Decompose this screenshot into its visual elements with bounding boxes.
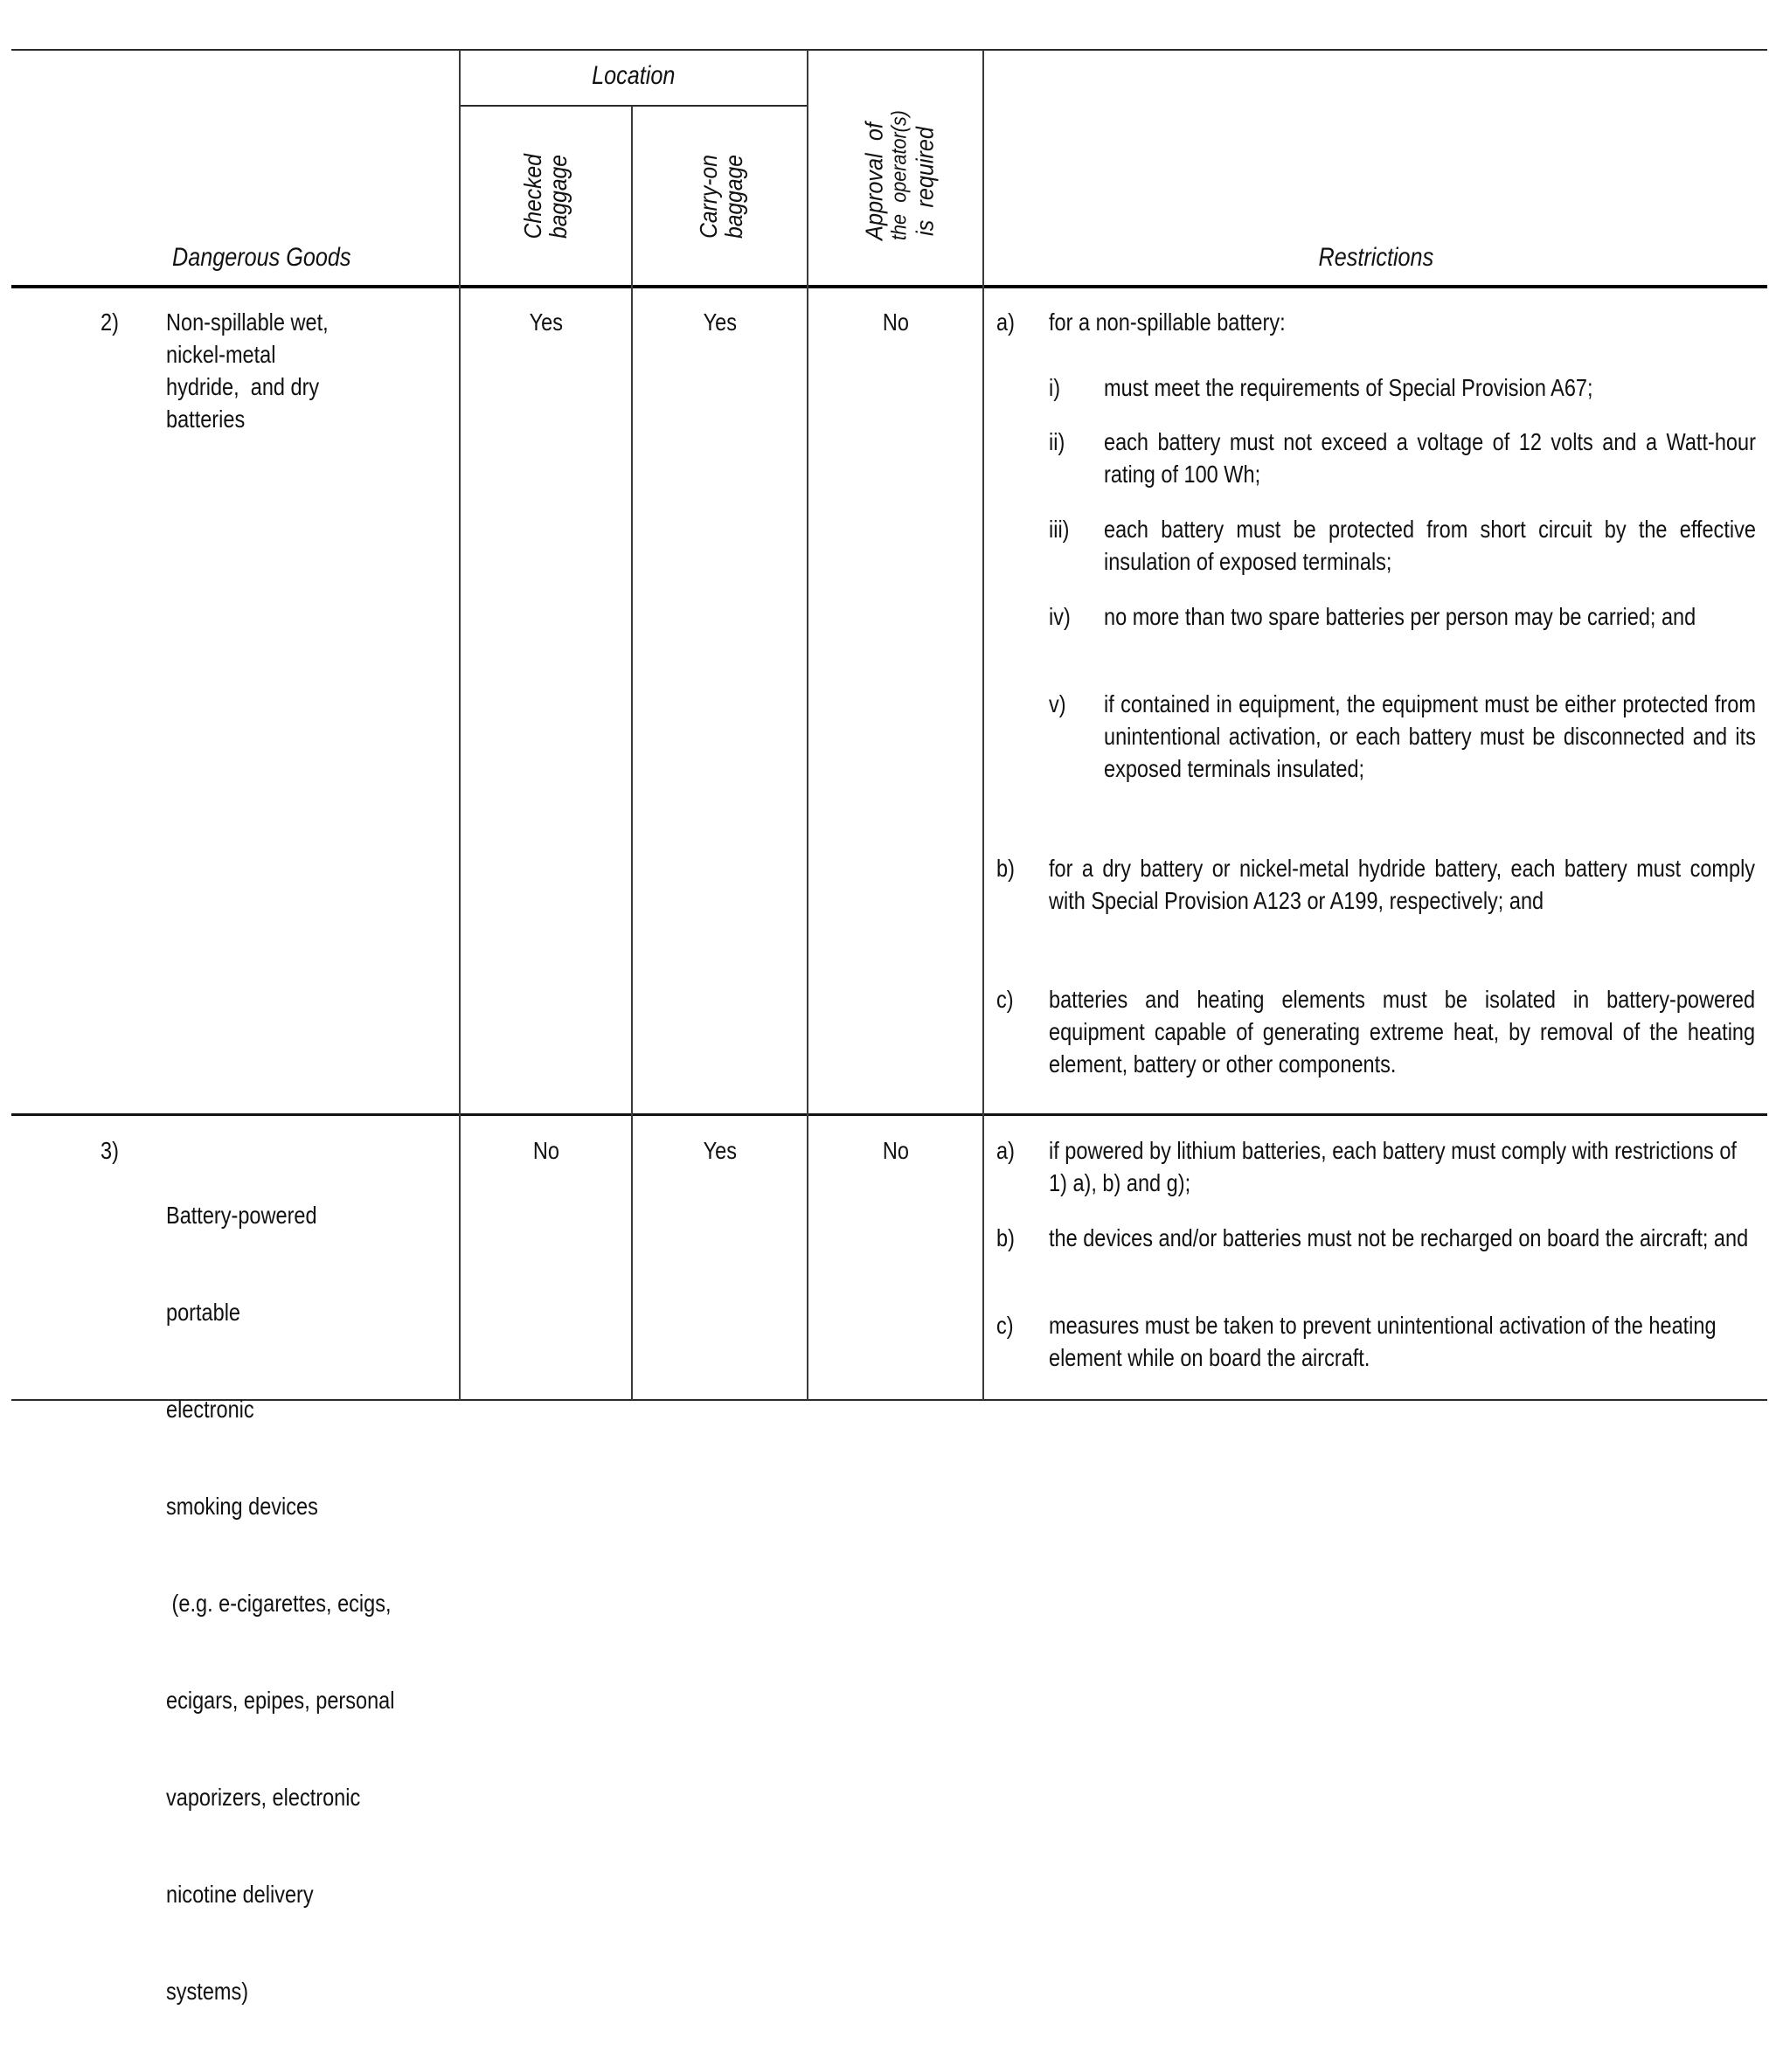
restriction-text: for a dry battery or nickel-metal hydride battery, each battery must comply with Special Provision A123 or A199, respectively; and (1049, 855, 1756, 914)
restriction-marker: b) (996, 1224, 1015, 1251)
approval-value: No (882, 308, 910, 336)
goods-line: (e.g. e-cigarettes, ecigs, (166, 1590, 392, 1617)
subrestriction-marker: i) (1049, 374, 1061, 401)
header-approval-line2: the operator(s) (887, 110, 912, 241)
header-checked-baggage-line1: Checked (519, 154, 546, 239)
column-divider-checked (631, 106, 633, 1400)
header-dangerous-goods (172, 243, 351, 273)
subrestriction-marker: ii) (1049, 428, 1065, 455)
header-carry-on-baggage-line2: baggage (720, 155, 747, 239)
row-number: 3) (101, 1137, 119, 1164)
checked-baggage-cell (460, 306, 632, 338)
header-carry-on-baggage-line1: Carry-on (695, 155, 722, 239)
checked-baggage-cell (460, 1134, 632, 1167)
goods-line: batteries (166, 405, 246, 433)
restriction-marker: c) (996, 986, 1014, 1013)
goods-line: Non-spillable wet, (166, 308, 329, 336)
subrestriction-marker: v) (1049, 690, 1066, 717)
restriction-marker: a) (996, 1137, 1015, 1164)
subrestriction-text: if contained in equipment, the equipment must be either protected from unintentional activation, or each battery must be disconnected and its exposed terminals insulated; (1104, 690, 1756, 782)
goods-line: ecigars, epipes, personal (166, 1687, 395, 1714)
approval-cell (808, 1134, 983, 1167)
approval-cell (808, 306, 983, 338)
header-carry-on-baggage (696, 155, 746, 239)
subrestriction-text: each battery must be protected from short circuit by the effective insulation of exposed terminals; (1104, 516, 1756, 575)
restriction-marker: b) (996, 855, 1015, 882)
goods-line: nicotine delivery (166, 1881, 314, 1908)
header-checked-baggage (520, 155, 571, 239)
dangerous-goods-cell (164, 1133, 458, 2005)
goods-line: nickel-metal (166, 341, 276, 368)
goods-line: electronic (166, 1396, 254, 1423)
restriction-text: if powered by lithium batteries, each battery must comply with restrictions of 1) a), b) and g); (1049, 1137, 1737, 1196)
column-divider-carryon (807, 50, 808, 1400)
header-dangerous-goods-label: Dangerous Goods (172, 243, 351, 272)
restriction-marker: a) (996, 308, 1015, 336)
header-checked-baggage-line2: baggage (545, 155, 572, 239)
carry-on-baggage-value: Yes (703, 308, 738, 336)
header-approval-line1: Approval of (860, 122, 888, 240)
goods-line: hydride, and dry (166, 373, 320, 400)
goods-line: systems) (166, 1978, 249, 2005)
restriction-marker: c) (996, 1312, 1014, 1339)
row-number: 2) (101, 308, 119, 336)
subrestriction-marker: iii) (1049, 516, 1070, 543)
restriction-text: measures must be taken to prevent unintentional activation of the heating element while on board the aircraft. (1049, 1312, 1717, 1371)
approval-value: No (882, 1137, 910, 1164)
goods-line: Battery-powered (166, 1202, 317, 1229)
header-location-label: Location (592, 61, 676, 90)
carry-on-baggage-value: Yes (703, 1137, 738, 1164)
subrestriction-text: no more than two spare batteries per person may be carried; and (1104, 603, 1696, 630)
checked-baggage-value: Yes (529, 308, 563, 336)
header-bottom-rule (11, 285, 1767, 288)
dangerous-goods-cell (166, 306, 453, 435)
carry-on-baggage-cell (633, 1134, 808, 1167)
carry-on-baggage-cell (633, 306, 808, 338)
subrestriction-text: each battery must not exceed a voltage of 12 volts and a Watt-hour rating of 100 Wh; (1104, 428, 1756, 488)
restriction-text: batteries and heating elements must be isolated in battery-powered equipment capable of generating extreme heat, by removal of the heating element, battery or other components. (1049, 986, 1756, 1078)
location-header-divider (460, 105, 808, 107)
restriction-text: for a non-spillable battery: (1049, 308, 1286, 336)
header-restrictions-label: Restrictions (1318, 243, 1433, 272)
header-approval-line3: is required (911, 127, 939, 236)
subrestriction-text: must meet the requirements of Special Provision A67; (1104, 374, 1593, 401)
header-location (460, 61, 808, 91)
header-approval-required (860, 110, 939, 241)
header-restrictions (984, 243, 1767, 273)
goods-line: portable (166, 1299, 240, 1326)
checked-baggage-value: No (532, 1137, 559, 1164)
restriction-text: the devices and/or batteries must not be recharged on board the aircraft; and (1049, 1224, 1749, 1251)
table-top-rule (11, 49, 1767, 51)
goods-line: vaporizers, electronic (166, 1784, 361, 1811)
subrestriction-marker: iv) (1049, 603, 1071, 630)
goods-line: smoking devices (166, 1493, 318, 1520)
row-divider (11, 1113, 1767, 1116)
